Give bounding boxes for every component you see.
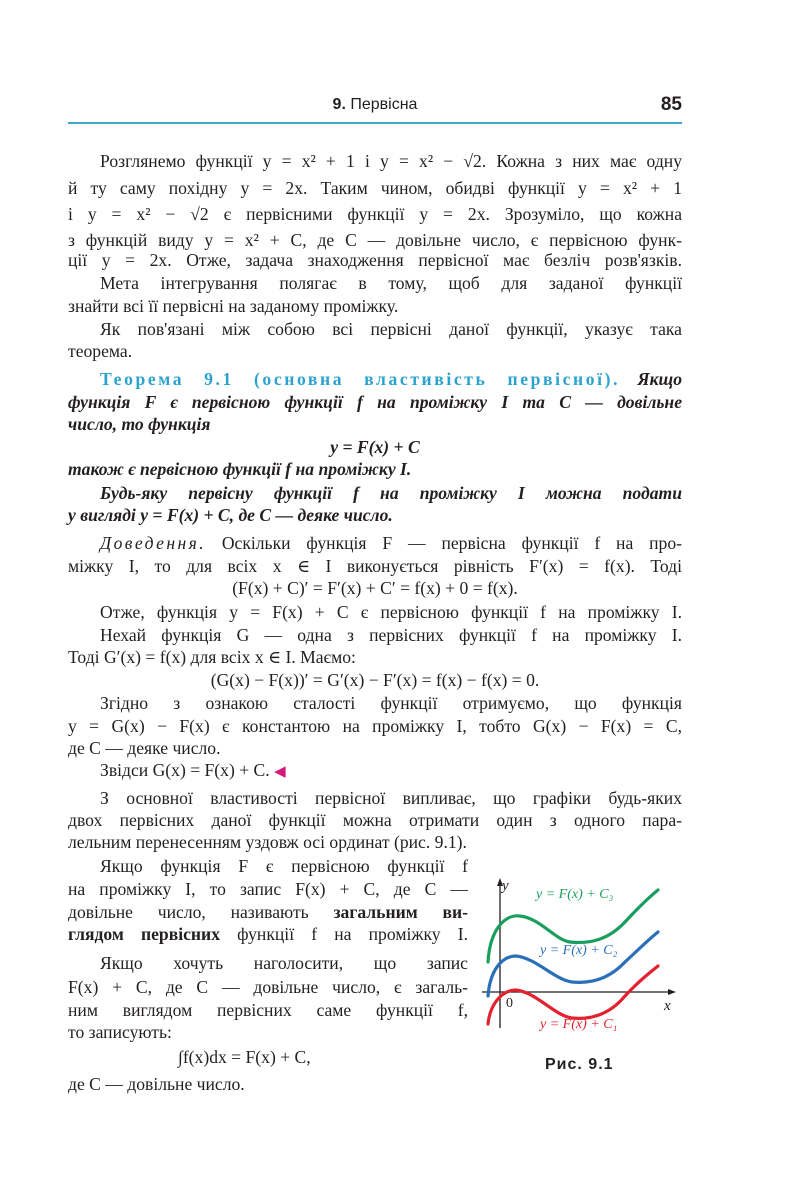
- y-axis-label: y: [502, 878, 509, 894]
- figure-9-1: [480, 870, 680, 1040]
- theorem-text: число, то функція: [68, 414, 211, 434]
- theorem-text: Будь-яку первісну функції f на проміжку I можна подати: [100, 483, 682, 503]
- term-bold: загальним ви-: [333, 902, 468, 922]
- page-number: 85: [660, 94, 682, 115]
- page-header: [68, 94, 682, 124]
- text-line: то записують:: [68, 1022, 172, 1042]
- formula: (F(x) + C)′ = F′(x) + C′ = f(x) + 0 = f(x).: [232, 578, 518, 598]
- theorem-text: у вигляді y = F(x) + C, де C — деяке число.: [68, 505, 393, 525]
- x-axis-label: x: [664, 998, 671, 1014]
- theorem-text: також є первісною функції f на проміжку I.: [68, 459, 412, 479]
- theorem-heading-line: [68, 368, 682, 390]
- text-line: знайти всі її первісні на заданому проміжку.: [68, 296, 399, 316]
- theorem-text: функція F є первісною функції f на проміжку I та C — довільне: [68, 392, 682, 412]
- text-line: й ту саму похідну y = 2x. Таким чином, обидві функції y = x² + 1: [68, 178, 682, 198]
- text-fragment: довільне число, називають: [68, 902, 309, 922]
- text-line: ним виглядом первісних саме функції f,: [68, 1000, 468, 1020]
- text-fragment: функції f на проміжку I.: [237, 924, 469, 944]
- curve-top-label: y = F(x) + C₃: [536, 887, 614, 902]
- text-line: де C — деяке число.: [68, 738, 221, 758]
- text-line: Якщо хочуть наголосити, що запис: [100, 953, 468, 973]
- text-line: де C — довільне число.: [68, 1074, 245, 1094]
- figure-caption: Рис. 9.1: [545, 1056, 614, 1073]
- text-line: міжку I, то для всіх x ∈ I виконується рівність F′(x) = f(x). Тоді: [68, 556, 682, 576]
- proof-text: Оскільки функція F — первісна функції f на про-: [221, 533, 682, 553]
- text-line: лельним перенесенням уздовж осі ординат (рис. 9.1).: [68, 832, 467, 852]
- antiderivatives-graph: [480, 870, 680, 1040]
- text-line: [68, 901, 468, 923]
- proof-label: Доведення.: [100, 533, 206, 553]
- text-line: З основної властивості первісної випливає, що графіки будь-яких: [100, 788, 682, 808]
- theorem-title: Теорема 9.1 (основна властивість первісної).: [100, 369, 621, 389]
- text-line: двох первісних даної функції можна отримати один з одного пара-: [68, 810, 682, 830]
- text-line: [68, 923, 468, 945]
- text-line: ції y = 2x. Отже, задача знаходження первісної має безліч розв'язків.: [68, 250, 682, 270]
- text-line: y = G(x) − F(x) є константою на проміжку I, тобто G(x) − F(x) = C,: [68, 716, 682, 736]
- text-line: Згідно з ознакою сталості функції отримуємо, що функція: [100, 693, 682, 713]
- text-line: Як пов'язані між собою всі первісні даної функції, указує така: [100, 319, 682, 339]
- text-line: Отже, функція y = F(x) + C є первісною функції f на проміжку I.: [100, 602, 682, 622]
- formula: (G(x) − F(x))′ = G′(x) − F′(x) = f(x) − f(x) = 0.: [210, 670, 540, 690]
- theorem-formula: y = F(x) + C: [330, 437, 420, 457]
- text-line: на проміжку I, то запис F(x) + C, де C —: [68, 879, 468, 899]
- text-line: теорема.: [68, 341, 133, 361]
- text-line: Розглянемо функції y = x² + 1 і y = x² − √2. Кожна з них має одну: [100, 151, 682, 171]
- proof-end-line: [68, 759, 682, 783]
- chapter-number: 9.: [332, 96, 346, 113]
- integral-formula: ∫f(x)dx = F(x) + C,: [178, 1047, 311, 1067]
- text-line: Звідси G(x) = F(x) + C.: [100, 760, 270, 780]
- curve-mid-label: y = F(x) + C₂: [540, 943, 618, 958]
- proof-line: [68, 532, 682, 554]
- text-line: Якщо функція F є первісною функції f: [100, 856, 468, 876]
- x-axis-arrow-icon: [668, 989, 676, 995]
- text-line: Мета інтегрування полягає в тому, щоб для заданої функції: [100, 273, 682, 293]
- term-bold: глядом первісних: [68, 924, 220, 944]
- theorem-text: Якщо: [637, 369, 682, 389]
- origin-label: 0: [506, 996, 513, 1011]
- curve-bottom-label: y = F(x) + C₁: [540, 1017, 618, 1032]
- chapter-heading: [68, 96, 682, 114]
- text-line: F(x) + C, де C — довільне число, є загаль-: [68, 977, 468, 997]
- text-line: з функцій виду y = x² + C, де C — довільне число, є первісною функ-: [68, 230, 682, 250]
- chapter-title: Первісна: [350, 96, 418, 113]
- curve-bottom: [488, 966, 658, 1024]
- text-line: і y = x² − √2 є первісними функції y = 2x. Зрозуміло, що кожна: [68, 204, 682, 224]
- end-of-proof-icon: ◀: [274, 764, 286, 780]
- text-line: Тоді G′(x) = f(x) для всіх x ∈ I. Маємо:: [68, 647, 356, 667]
- text-line: Нехай функція G — одна з первісних функції f на проміжку I.: [100, 625, 682, 645]
